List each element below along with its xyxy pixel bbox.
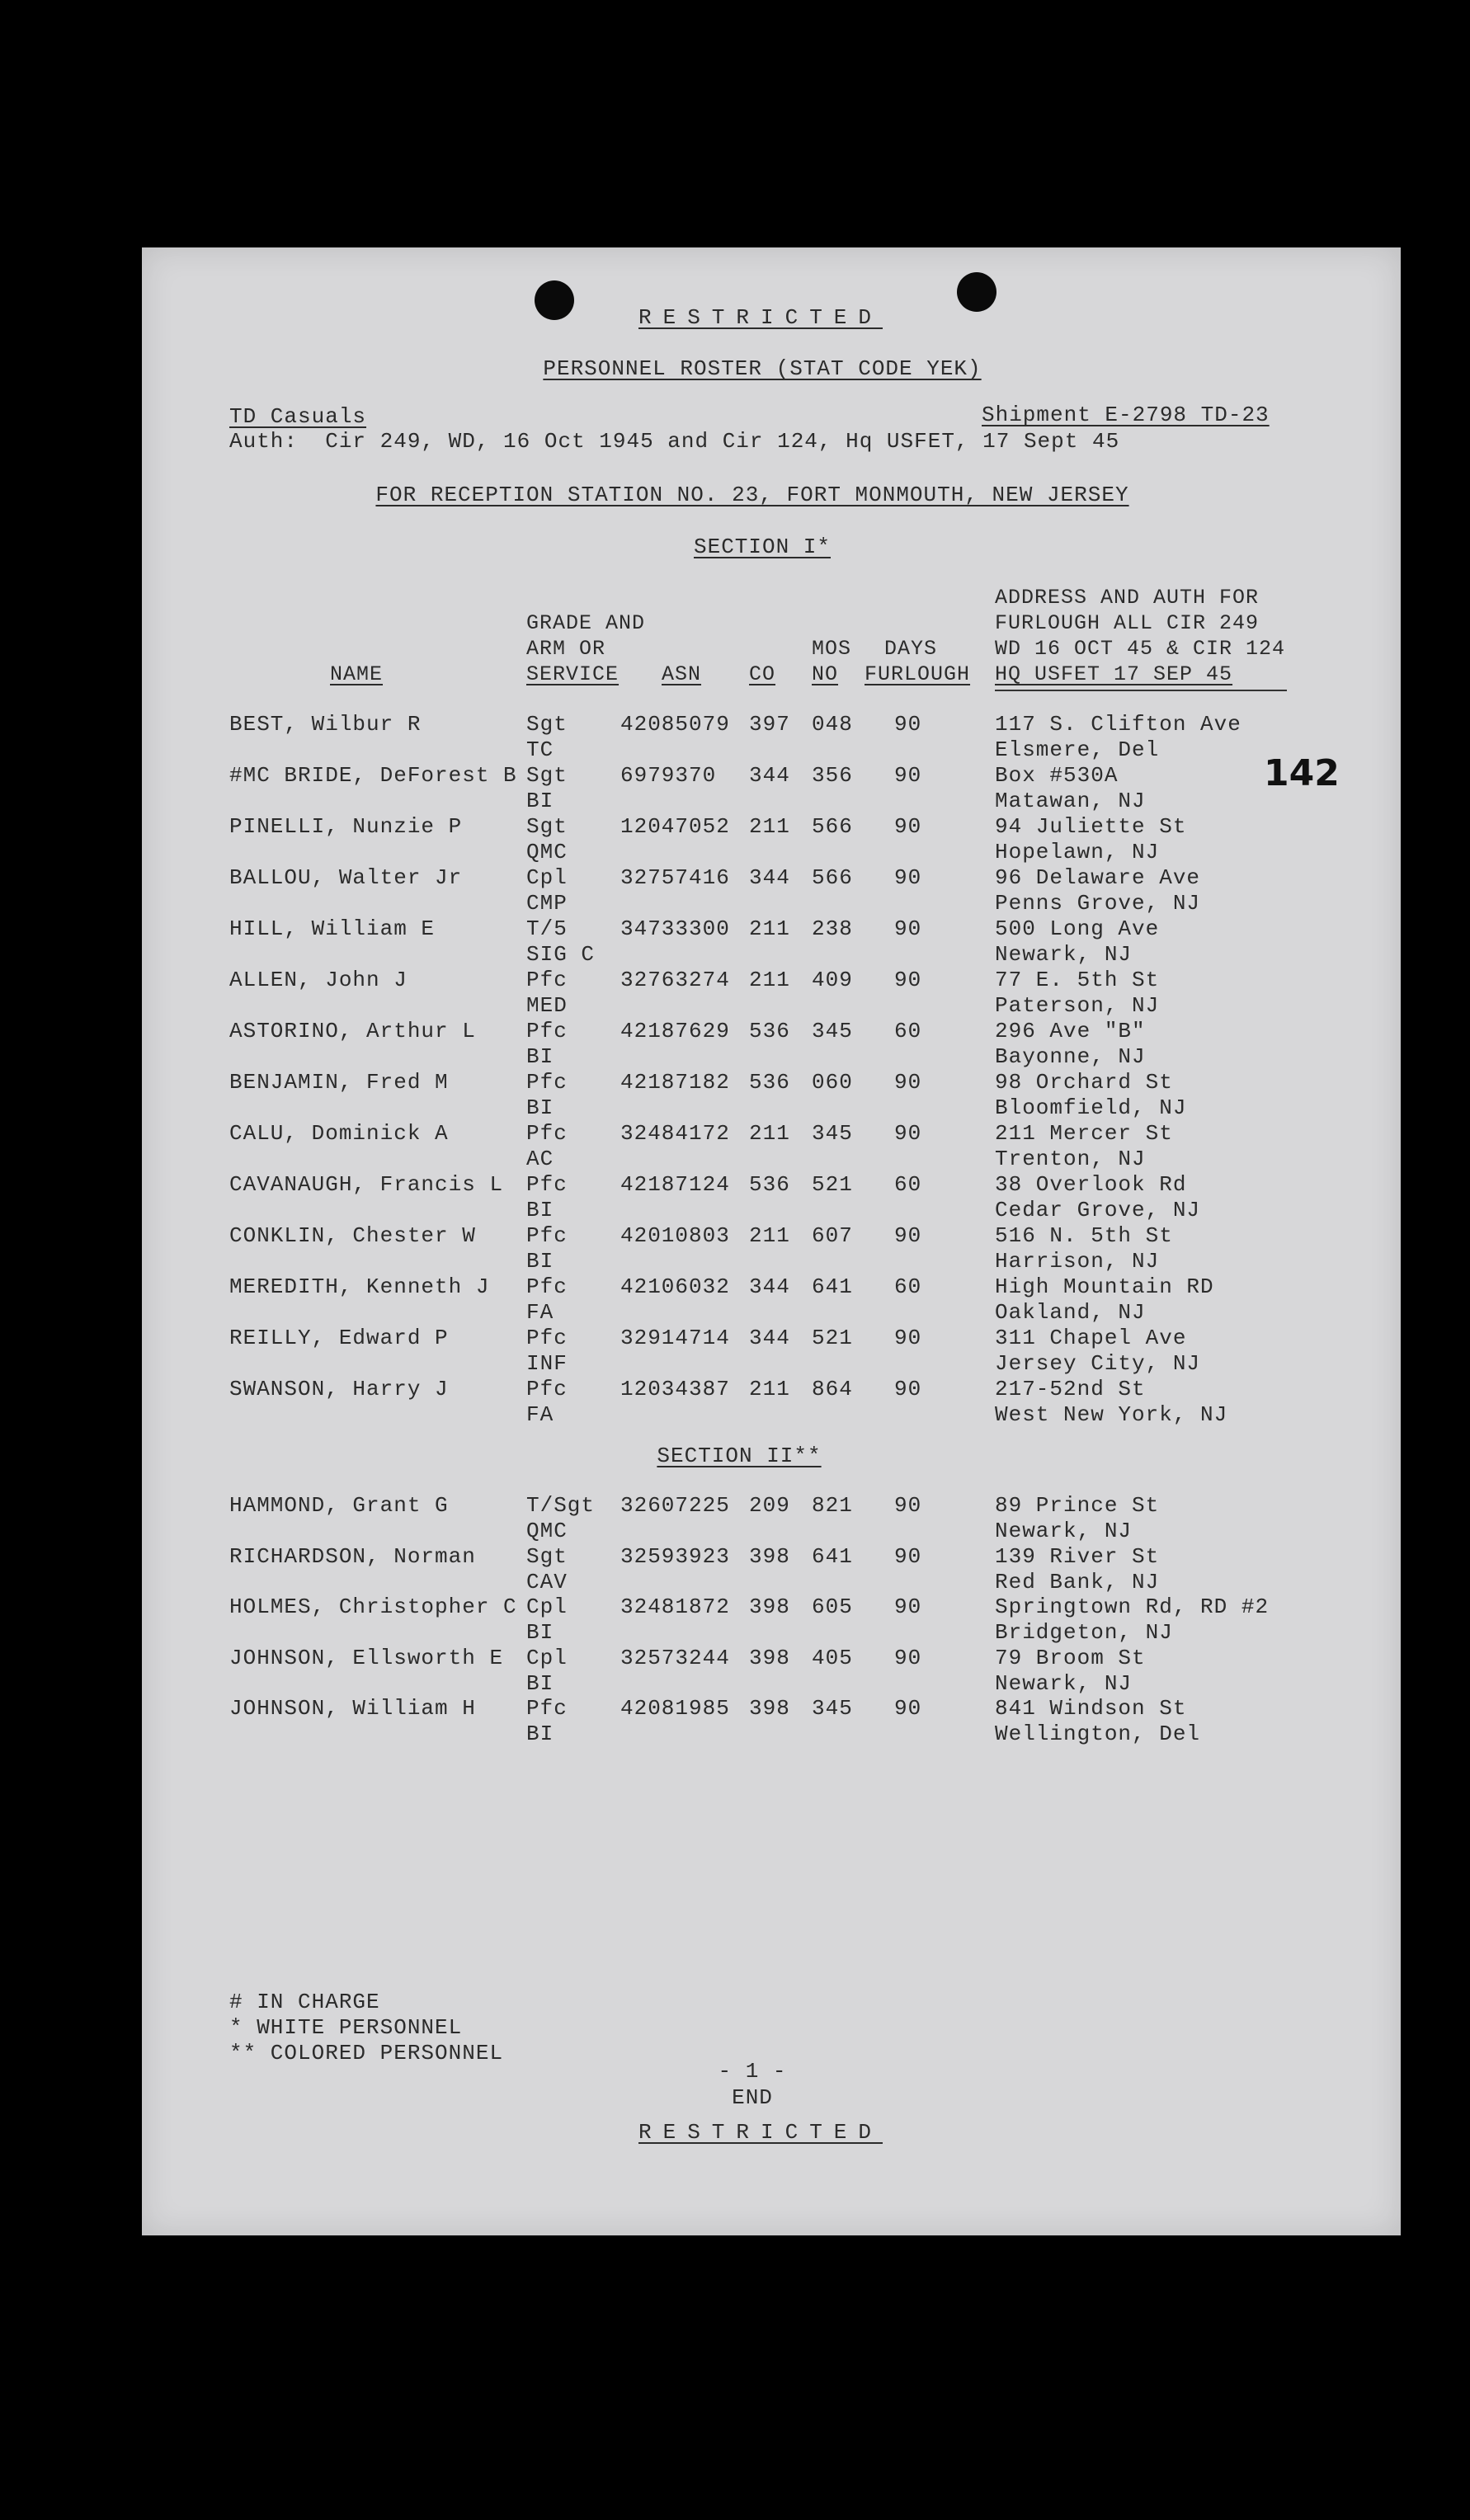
arm-or-service: FA: [526, 1300, 554, 1325]
arm-or-service: BI: [526, 1044, 554, 1069]
section2-title: SECTION II**: [657, 1444, 822, 1468]
arm-or-service: INF: [526, 1351, 568, 1376]
days: 90: [894, 1543, 922, 1569]
address-line2: Jersey City, NJ: [995, 1351, 1201, 1376]
address-line1: 96 Delaware Ave: [995, 865, 1201, 890]
roster-row: [142, 1696, 1401, 1745]
asn: 42187629: [620, 1019, 730, 1043]
arm-or-service: BI: [526, 1722, 554, 1746]
name: HOLMES, Christopher C: [229, 1594, 517, 1619]
address-line2: Trenton, NJ: [995, 1147, 1146, 1171]
col-address-line2: FURLOUGH ALL CIR 249: [995, 611, 1260, 635]
arm-or-service: BI: [526, 1670, 554, 1696]
col-name: NAME: [330, 662, 384, 686]
grade: Pfc: [526, 1121, 568, 1146]
arm-or-service: BI: [526, 1198, 554, 1222]
col-address-line4: HQ USFET 17 SEP 45: [995, 662, 1233, 686]
grade: Cpl: [526, 1594, 568, 1619]
address-line2: Oakland, NJ: [995, 1300, 1146, 1325]
arm-or-service: CAV: [526, 1569, 568, 1594]
roster-row: [142, 1594, 1401, 1644]
authority-line: Auth: Cir 249, WD, 16 Oct 1945 and Cir 124, Hq USFET, 17 Sept 45: [229, 429, 1120, 454]
arm-or-service: BI: [526, 1620, 554, 1645]
restricted-header: RESTRICTED: [638, 305, 883, 330]
legend-white-personnel: * WHITE PERSONNEL: [229, 2015, 463, 2040]
roster-row: [142, 763, 1401, 813]
co: 398: [749, 1645, 790, 1670]
co: 536: [749, 1070, 790, 1095]
mos: 345: [812, 1696, 853, 1721]
asn: 32593923: [620, 1543, 730, 1569]
address-line2: Penns Grove, NJ: [995, 891, 1201, 916]
co: 398: [749, 1696, 790, 1721]
address-line2: Wellington, Del: [995, 1722, 1201, 1746]
grade: Pfc: [526, 968, 568, 992]
name: BENJAMIN, Fred M: [229, 1070, 449, 1095]
mos: 641: [812, 1274, 853, 1299]
end-marker: END: [732, 2085, 773, 2110]
days: 90: [894, 763, 922, 788]
mos: 345: [812, 1121, 853, 1146]
days: 90: [894, 1377, 922, 1401]
col-days-line2: FURLOUGH: [865, 662, 971, 686]
asn: 6979370: [620, 763, 717, 788]
address-line2: West New York, NJ: [995, 1402, 1228, 1427]
co: 398: [749, 1594, 790, 1619]
asn: 32481872: [620, 1594, 730, 1619]
address-line1: 217-52nd St: [995, 1377, 1146, 1401]
punch-hole-left: [535, 280, 574, 320]
mos: 048: [812, 712, 853, 737]
asn: 32573244: [620, 1645, 730, 1670]
address-line1: 94 Juliette St: [995, 814, 1187, 839]
grade: Pfc: [526, 1223, 568, 1248]
address-line1: 98 Orchard St: [995, 1070, 1173, 1095]
asn: 42187182: [620, 1070, 730, 1095]
address-line1: 516 N. 5th St: [995, 1223, 1173, 1248]
asn: 32757416: [620, 865, 730, 890]
co: 209: [749, 1493, 790, 1518]
asn: 42187124: [620, 1172, 730, 1197]
arm-or-service: MED: [526, 993, 568, 1018]
destination-line: FOR RECEPTION STATION NO. 23, FORT MONMOUTH, NEW JERSEY: [375, 483, 1129, 507]
asn: 32607225: [620, 1493, 730, 1518]
address-line2: Matawan, NJ: [995, 789, 1146, 813]
asn: 12034387: [620, 1377, 730, 1401]
name: BEST, Wilbur R: [229, 712, 422, 737]
asn: 42010803: [620, 1223, 730, 1248]
grade: Pfc: [526, 1070, 568, 1095]
grade: T/Sgt: [526, 1493, 596, 1518]
address-line1: 117 S. Clifton Ave: [995, 712, 1241, 737]
name: ALLEN, John J: [229, 968, 408, 992]
mos: 821: [812, 1493, 853, 1518]
co: 211: [749, 1223, 790, 1248]
roster-row: [142, 968, 1401, 1017]
name: CALU, Dominick A: [229, 1121, 449, 1146]
co: 536: [749, 1172, 790, 1197]
col-address-line1: ADDRESS AND AUTH FOR: [995, 586, 1260, 610]
address-line1: Box #530A: [995, 763, 1119, 788]
address-line1: 841 Windson St: [995, 1696, 1187, 1721]
page-number: - 1 -: [718, 2059, 787, 2084]
co: 344: [749, 763, 790, 788]
asn: 42106032: [620, 1274, 730, 1299]
days: 90: [894, 865, 922, 890]
mos: 409: [812, 968, 853, 992]
mos: 641: [812, 1543, 853, 1569]
grade: Cpl: [526, 1645, 568, 1670]
address-line1: 311 Chapel Ave: [995, 1326, 1187, 1350]
address-line2: Hopelawn, NJ: [995, 840, 1160, 864]
grade: Pfc: [526, 1377, 568, 1401]
co: 211: [749, 916, 790, 941]
address-line1: 38 Overlook Rd: [995, 1172, 1187, 1197]
col-mos-line1: MOS: [812, 637, 852, 661]
mos: 521: [812, 1172, 853, 1197]
arm-or-service: QMC: [526, 1519, 568, 1543]
co: 344: [749, 865, 790, 890]
co: 344: [749, 1326, 790, 1350]
name: HAMMOND, Grant G: [229, 1493, 449, 1518]
name: PINELLI, Nunzie P: [229, 814, 463, 839]
address-line2: Bayonne, NJ: [995, 1044, 1146, 1069]
roster-row: [142, 1326, 1401, 1375]
address-line1: 79 Broom St: [995, 1645, 1146, 1670]
co: 211: [749, 1121, 790, 1146]
days: 90: [894, 916, 922, 941]
roster-row: [142, 1223, 1401, 1273]
address-line1: 77 E. 5th St: [995, 968, 1160, 992]
roster-row: [142, 865, 1401, 915]
name: MEREDITH, Kenneth J: [229, 1274, 490, 1299]
name: #MC BRIDE, DeForest B: [229, 763, 517, 788]
name: BALLOU, Walter Jr: [229, 865, 463, 890]
address-line2: Bloomfield, NJ: [995, 1095, 1187, 1120]
mos: 238: [812, 916, 853, 941]
days: 90: [894, 1326, 922, 1350]
asn: 12047052: [620, 814, 730, 839]
name: JOHNSON, Ellsworth E: [229, 1645, 504, 1670]
col-mos-line2: NO: [812, 662, 839, 686]
days: 90: [894, 1070, 922, 1095]
days: 90: [894, 1223, 922, 1248]
shipment-label: Shipment E-2798 TD-23: [982, 403, 1270, 427]
col-grade-line1: GRADE AND: [526, 611, 646, 635]
mos: 566: [812, 814, 853, 839]
co: 397: [749, 712, 790, 737]
address-line2: Harrison, NJ: [995, 1249, 1160, 1274]
co: 211: [749, 1377, 790, 1401]
arm-or-service: CMP: [526, 891, 568, 916]
roster-row: [142, 1377, 1401, 1426]
grade: Sgt: [526, 763, 568, 788]
arm-or-service: FA: [526, 1402, 554, 1427]
punch-hole-right: [957, 272, 996, 312]
roster-row: [142, 1070, 1401, 1119]
days: 90: [894, 814, 922, 839]
grade: Sgt: [526, 712, 568, 737]
roster-row: [142, 712, 1401, 761]
roster-row: [142, 1121, 1401, 1171]
mos: 356: [812, 763, 853, 788]
col-grade-line3: SERVICE: [526, 662, 620, 686]
grade: Cpl: [526, 865, 568, 890]
arm-or-service: QMC: [526, 840, 568, 864]
days: 60: [894, 1172, 922, 1197]
roster-page: [142, 247, 1401, 2235]
days: 90: [894, 1696, 922, 1721]
col-address-line3: WD 16 OCT 45 & CIR 124: [995, 637, 1286, 661]
address-line1: Springtown Rd, RD #2: [995, 1594, 1270, 1619]
days: 90: [894, 1121, 922, 1146]
roster-row: [142, 1493, 1401, 1543]
mos: 521: [812, 1326, 853, 1350]
days: 60: [894, 1274, 922, 1299]
mos: 405: [812, 1645, 853, 1670]
roster-row: [142, 1544, 1401, 1594]
roster-row: [142, 1646, 1401, 1695]
address-line1: 139 River St: [995, 1543, 1160, 1569]
restricted-footer: RESTRICTED: [638, 2120, 883, 2145]
asn: 32763274: [620, 968, 730, 992]
name: RICHARDSON, Norman: [229, 1543, 476, 1569]
address-line1: 500 Long Ave: [995, 916, 1160, 941]
days: 90: [894, 968, 922, 992]
address-line2: Paterson, NJ: [995, 993, 1160, 1018]
name: ASTORINO, Arthur L: [229, 1019, 476, 1043]
mos: 864: [812, 1377, 853, 1401]
address-header-rule: [995, 690, 1287, 691]
asn: 42081985: [620, 1696, 730, 1721]
asn: 34733300: [620, 916, 730, 941]
name: SWANSON, Harry J: [229, 1377, 449, 1401]
roster-row: [142, 1172, 1401, 1222]
arm-or-service: BI: [526, 789, 554, 813]
grade: Pfc: [526, 1019, 568, 1043]
address-line2: Newark, NJ: [995, 942, 1133, 967]
name: JOHNSON, William H: [229, 1696, 476, 1721]
address-line1: 89 Prince St: [995, 1493, 1160, 1518]
roster-row: [142, 814, 1401, 864]
days: 90: [894, 1645, 922, 1670]
document-title: PERSONNEL ROSTER (STAT CODE YEK): [543, 356, 982, 381]
grade: Pfc: [526, 1696, 568, 1721]
address-line2: Red Bank, NJ: [995, 1569, 1160, 1594]
mos: 605: [812, 1594, 853, 1619]
arm-or-service: SIG C: [526, 942, 596, 967]
address-line2: Bridgeton, NJ: [995, 1620, 1173, 1645]
address-line2: Elsmere, Del: [995, 737, 1160, 762]
legend-in-charge: # IN CHARGE: [229, 1990, 380, 2014]
arm-or-service: BI: [526, 1095, 554, 1120]
address-line2: Cedar Grove, NJ: [995, 1198, 1201, 1222]
grade: Pfc: [526, 1172, 568, 1197]
name: CAVANAUGH, Francis L: [229, 1172, 504, 1197]
mos: 345: [812, 1019, 853, 1043]
mos: 060: [812, 1070, 853, 1095]
legend-colored-personnel: ** COLORED PERSONNEL: [229, 2041, 504, 2065]
co: 211: [749, 968, 790, 992]
mos: 566: [812, 865, 853, 890]
address-line2: Newark, NJ: [995, 1519, 1133, 1543]
grade: Pfc: [526, 1274, 568, 1299]
co: 211: [749, 814, 790, 839]
page-stamp: 142: [1264, 752, 1340, 794]
unit-label: TD Casuals: [229, 404, 367, 429]
name: CONKLIN, Chester W: [229, 1223, 476, 1248]
col-grade-line2: ARM OR: [526, 637, 606, 661]
grade: Sgt: [526, 1543, 568, 1569]
co: 398: [749, 1543, 790, 1569]
address-line1: 211 Mercer St: [995, 1121, 1173, 1146]
arm-or-service: BI: [526, 1249, 554, 1274]
address-line1: 296 Ave "B": [995, 1019, 1146, 1043]
roster-row: [142, 1274, 1401, 1324]
section1-title: SECTION I*: [693, 535, 832, 559]
col-days-line1: DAYS: [884, 637, 938, 661]
col-asn: ASN: [662, 662, 702, 686]
mos: 607: [812, 1223, 853, 1248]
asn: 32914714: [620, 1326, 730, 1350]
grade: Pfc: [526, 1326, 568, 1350]
name: REILLY, Edward P: [229, 1326, 449, 1350]
address-line2: Newark, NJ: [995, 1670, 1133, 1696]
co: 536: [749, 1019, 790, 1043]
days: 90: [894, 1594, 922, 1619]
col-co: CO: [749, 662, 776, 686]
grade: T/5: [526, 916, 568, 941]
arm-or-service: AC: [526, 1147, 554, 1171]
asn: 32484172: [620, 1121, 730, 1146]
address-line1: High Mountain RD: [995, 1274, 1214, 1299]
arm-or-service: TC: [526, 737, 554, 762]
roster-row: [142, 916, 1401, 966]
roster-row: [142, 1019, 1401, 1068]
days: 90: [894, 1493, 922, 1518]
asn: 42085079: [620, 712, 730, 737]
co: 344: [749, 1274, 790, 1299]
days: 90: [894, 712, 922, 737]
grade: Sgt: [526, 814, 568, 839]
name: HILL, William E: [229, 916, 436, 941]
days: 60: [894, 1019, 922, 1043]
